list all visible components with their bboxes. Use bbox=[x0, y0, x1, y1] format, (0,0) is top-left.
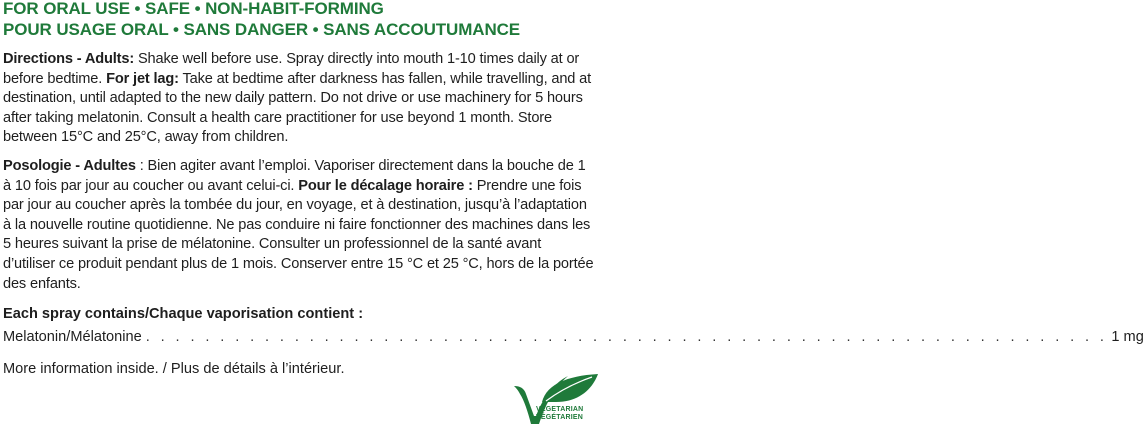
directions-heading: Directions - Adults: bbox=[3, 51, 135, 67]
jet-lag-label: For jet lag: bbox=[106, 70, 179, 87]
banner-french: POUR USAGE ORAL • SANS DANGER • SANS ACCOUTUMANCE bbox=[3, 20, 521, 39]
posologie-text-1: : Bien agiter avant l’emploi. Vaporiser directement dans la bouche de 1 à 10 fois par jour au coucher ou avant celui-ci. bbox=[3, 157, 586, 194]
more-info-text: More information inside. / Plus de détails à l’intérieur. bbox=[3, 361, 345, 378]
ingredient-name: Melatonin/Mélatonine bbox=[3, 328, 142, 345]
ingredient-row bbox=[0, 328, 1144, 348]
ingredient-amount: 1 mg bbox=[1111, 328, 1144, 345]
posologie-text-2: Prendre une fois par jour au coucher après la tombée du jour, en voyage, et à destination, jusqu’à l’adaptation à la nouvelle routine quotidienne. Ne pas conduire ni faire fonctionner des machines dans les 5 heures suivant la prise de mélatonine. Consulter un professionnel de la santé avant d’utiliser ce produit pendant plus de 1 mois. Conserver entre 15 °C et 25 °C, hors de la portée des enfants. bbox=[3, 177, 594, 292]
leader-dots: . . . . . . . . . . . . . . . . . . . . . . . . . . . . . . . . . . . . . . . . . . . . . . . . . . . . . . . . . . . . . . . . . bbox=[145, 328, 1108, 345]
directions-paragraph bbox=[0, 50, 597, 148]
posologie-paragraph bbox=[0, 157, 597, 294]
directions-text-1: Shake well before use. Spray directly into mouth 1-10 times daily at or before bedtime. bbox=[3, 51, 580, 87]
banner-english: FOR ORAL USE • SAFE • NON-HABIT-FORMING bbox=[3, 0, 384, 18]
vegetarian-label-en: VEGETARIAN bbox=[536, 406, 584, 413]
posologie-heading: Posologie - Adultes bbox=[3, 157, 136, 174]
vegetarian-label-fr: VÉGÉTARIEN bbox=[536, 414, 583, 421]
vegetarian-badge-text bbox=[536, 406, 583, 422]
decalage-horaire-label: Pour le décalage horaire : bbox=[298, 177, 473, 194]
directions-text-2: Take at bedtime after darkness has fallen, while travelling, and at destination, until adapted to the new daily pattern. Do not drive or use machinery for 5 hours after taking melatonin. Consult a health care practitioner for use beyond 1 month. Store between 15°C and 25°C, away from children. bbox=[3, 70, 592, 146]
contains-heading: Each spray contains/Chaque vaporisation contient : bbox=[3, 306, 364, 323]
